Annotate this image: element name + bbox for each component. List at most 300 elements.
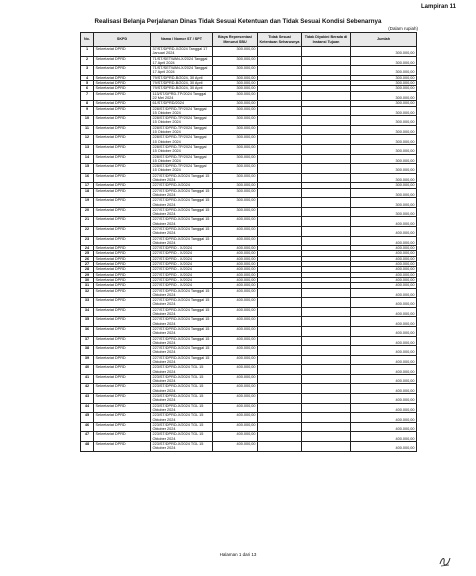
cell-biaya: 300.000,00	[213, 86, 258, 91]
cell-skpd: Sekretariat DPRD	[94, 125, 151, 135]
cell-biaya: 300.000,00	[213, 66, 258, 76]
table-row	[81, 317, 417, 327]
cell-st-spt: 227/ST/DPRD - X/2024	[151, 283, 213, 288]
cell-st-spt: 79/ST/DPRD-B/2024, 30 April	[151, 75, 213, 80]
col-header-jumlah: Jumlah	[351, 33, 417, 47]
cell-st-spt: 228/ST/DPRD-TP/2024 Tanggal 15 Oktober 2024	[151, 135, 213, 145]
table-row	[81, 236, 417, 246]
cell-no: 7	[81, 91, 94, 101]
cell-jumlah: 300.000,00	[351, 164, 417, 174]
cell-tidak-sesuai	[258, 217, 302, 227]
cell-jumlah: 400.000,00	[351, 262, 417, 267]
cell-tidak-diyakini	[302, 198, 351, 208]
cell-jumlah: 300.000,00	[351, 86, 417, 91]
cell-st-spt: 223/ST/DPRD-X/2024 TGL 15 Oktober 2024	[151, 403, 213, 413]
cell-biaya: 400.000,00	[213, 288, 258, 298]
cell-tidak-sesuai	[258, 164, 302, 174]
cell-jumlah: 400.000,00	[351, 374, 417, 384]
cell-no: 8	[81, 101, 94, 106]
table-row	[81, 144, 417, 154]
cell-st-spt: 227/ST/DPRD - X/2024	[151, 277, 213, 282]
table-row	[81, 442, 417, 452]
cell-biaya: 400.000,00	[213, 384, 258, 394]
cell-biaya: 400.000,00	[213, 403, 258, 413]
cell-tidak-diyakini	[302, 116, 351, 126]
cell-no: 13	[81, 144, 94, 154]
cell-no: 43	[81, 394, 94, 404]
cell-biaya: 400.000,00	[213, 365, 258, 375]
cell-jumlah: 400.000,00	[351, 365, 417, 375]
cell-skpd: Sekretariat DPRD	[94, 183, 151, 188]
cell-jumlah: 400.000,00	[351, 272, 417, 277]
cell-jumlah: 400.000,00	[351, 298, 417, 308]
cell-tidak-diyakini	[302, 432, 351, 442]
cell-skpd: Sekretariat DPRD	[94, 101, 151, 106]
page-number: Halaman 1 dari 13	[219, 552, 257, 557]
cell-skpd: Sekretariat DPRD	[94, 246, 151, 251]
cell-st-spt: 79/ST/DPRD-B/2024, 30 April	[151, 86, 213, 91]
cell-st-spt: 227/ST/DPRD-X/2024 Tanggal 15 Oktober 2024	[151, 346, 213, 356]
cell-st-spt: 223/ST/DPRD-X/2024 TGL 15 Oktober 2024	[151, 365, 213, 375]
table-row	[81, 125, 417, 135]
cell-tidak-diyakini	[302, 374, 351, 384]
cell-tidak-diyakini	[302, 365, 351, 375]
cell-skpd: Sekretariat DPRD	[94, 422, 151, 432]
cell-biaya: 400.000,00	[213, 283, 258, 288]
table-row	[81, 207, 417, 217]
table-row	[81, 365, 417, 375]
cell-no: 1	[81, 47, 94, 57]
cell-tidak-sesuai	[258, 288, 302, 298]
cell-skpd: Sekretariat DPRD	[94, 75, 151, 80]
cell-jumlah: 400.000,00	[351, 346, 417, 356]
cell-st-spt: 61/ST/DPRD/2024	[151, 101, 213, 106]
cell-st-spt: 71/ST/SETWAN-X/2024 Tanggal 17 April 2024	[151, 56, 213, 66]
table-row	[81, 432, 417, 442]
cell-skpd: Sekretariat DPRD	[94, 256, 151, 261]
cell-no: 19	[81, 198, 94, 208]
cell-biaya: 400.000,00	[213, 374, 258, 384]
cell-no: 38	[81, 346, 94, 356]
cell-jumlah: 400.000,00	[351, 251, 417, 256]
cell-tidak-diyakini	[302, 226, 351, 236]
cell-biaya: 400.000,00	[213, 394, 258, 404]
cell-tidak-diyakini	[302, 164, 351, 174]
cell-jumlah: 300.000,00	[351, 154, 417, 164]
cell-jumlah: 400.000,00	[351, 277, 417, 282]
cell-no: 39	[81, 355, 94, 365]
cell-jumlah: 400.000,00	[351, 246, 417, 251]
cell-skpd: Sekretariat DPRD	[94, 217, 151, 227]
cell-st-spt: 227/ST/DPRD-X/2024 Tanggal 15 Oktober 2024	[151, 226, 213, 236]
cell-skpd: Sekretariat DPRD	[94, 86, 151, 91]
table-row	[81, 307, 417, 317]
cell-skpd: Sekretariat DPRD	[94, 413, 151, 423]
cell-jumlah: 400.000,00	[351, 217, 417, 227]
cell-tidak-sesuai	[258, 413, 302, 423]
cell-tidak-diyakini	[302, 288, 351, 298]
cell-skpd: Sekretariat DPRD	[94, 91, 151, 101]
cell-tidak-sesuai	[258, 188, 302, 198]
col-header-st-spt: Nama / Nomor ST / SPT	[151, 33, 213, 47]
cell-jumlah: 300.000,00	[351, 81, 417, 86]
table-row	[81, 288, 417, 298]
cell-biaya: 300.000,00	[213, 173, 258, 183]
cell-biaya: 400.000,00	[213, 422, 258, 432]
currency-unit-note: (Dalam rupiah)	[388, 26, 418, 31]
cell-biaya: 300.000,00	[213, 75, 258, 80]
cell-no: 28	[81, 267, 94, 272]
cell-tidak-sesuai	[258, 374, 302, 384]
cell-tidak-sesuai	[258, 236, 302, 246]
table-row	[81, 56, 417, 66]
cell-tidak-diyakini	[302, 56, 351, 66]
cell-tidak-diyakini	[302, 125, 351, 135]
cell-no: 18	[81, 188, 94, 198]
cell-tidak-diyakini	[302, 298, 351, 308]
cell-jumlah: 400.000,00	[351, 432, 417, 442]
cell-biaya: 300.000,00	[213, 81, 258, 86]
cell-st-spt: 228/ST/DPRD-TP/2024 Tanggal 15 Oktober 2024	[151, 116, 213, 126]
cell-jumlah: 300.000,00	[351, 144, 417, 154]
cell-tidak-sesuai	[258, 173, 302, 183]
cell-st-spt: 113/ST/DPRD-TP/2024 Tanggal 22 Mei 2024	[151, 91, 213, 101]
cell-jumlah: 400.000,00	[351, 442, 417, 452]
cell-tidak-sesuai	[258, 226, 302, 236]
col-header-tidak-diyakini: Tidak Diyakini Berada di Instansi Tujuan	[302, 33, 351, 47]
cell-biaya: 300.000,00	[213, 154, 258, 164]
cell-no: 41	[81, 374, 94, 384]
cell-no: 14	[81, 154, 94, 164]
cell-jumlah: 400.000,00	[351, 355, 417, 365]
table-row	[81, 188, 417, 198]
cell-st-spt: 227/ST/DPRD - X/2024	[151, 262, 213, 267]
cell-no: 2	[81, 56, 94, 66]
cell-skpd: Sekretariat DPRD	[94, 116, 151, 126]
cell-no: 5	[81, 81, 94, 86]
cell-skpd: Sekretariat DPRD	[94, 432, 151, 442]
cell-no: 9	[81, 106, 94, 116]
cell-jumlah: 400.000,00	[351, 226, 417, 236]
cell-st-spt: 227/ST/DPRD - X/2024	[151, 272, 213, 277]
cell-no: 34	[81, 307, 94, 317]
cell-jumlah: 400.000,00	[351, 403, 417, 413]
cell-no: 40	[81, 365, 94, 375]
cell-tidak-diyakini	[302, 384, 351, 394]
cell-jumlah: 300.000,00	[351, 183, 417, 188]
cell-biaya: 400.000,00	[213, 267, 258, 272]
document-title: Realisasi Belanja Perjalanan Dinas Tidak Sesuai Ketentuan dan Tidak Sesuai Kondisi Sebenarnya	[94, 18, 382, 25]
cell-biaya: 400.000,00	[213, 236, 258, 246]
cell-skpd: Sekretariat DPRD	[94, 47, 151, 57]
cell-tidak-sesuai	[258, 317, 302, 327]
table-row	[81, 298, 417, 308]
table-row	[81, 66, 417, 76]
cell-tidak-diyakini	[302, 307, 351, 317]
cell-skpd: Sekretariat DPRD	[94, 251, 151, 256]
cell-st-spt: 227/ST/DPRD - X/2024	[151, 256, 213, 261]
cell-jumlah: 400.000,00	[351, 288, 417, 298]
cell-no: 26	[81, 256, 94, 261]
cell-jumlah: 300.000,00	[351, 125, 417, 135]
cell-st-spt: 227/ST/DPRD - X/2024	[151, 267, 213, 272]
cell-tidak-diyakini	[302, 236, 351, 246]
cell-jumlah: 400.000,00	[351, 394, 417, 404]
cell-st-spt: 227/ST/DPRD-X/2024 Tanggal 15 Oktober 2024	[151, 217, 213, 227]
cell-st-spt: 223/ST/DPRD-X/2024 TGL 15 Oktober 2024	[151, 413, 213, 423]
cell-tidak-sesuai	[258, 355, 302, 365]
cell-st-spt: 223/ST/DPRD-X/2024 TGL 15 Oktober 2024	[151, 384, 213, 394]
table-body	[81, 47, 417, 452]
cell-st-spt: 228/ST/DPRD-TP/2024 Tanggal 15 Oktober 2024	[151, 106, 213, 116]
cell-tidak-diyakini	[302, 336, 351, 346]
cell-biaya: 300.000,00	[213, 91, 258, 101]
cell-no: 15	[81, 164, 94, 174]
cell-biaya: 300.000,00	[213, 135, 258, 145]
table-row	[81, 47, 417, 57]
cell-st-spt: 228/ST/DPRD-TP/2024 Tanggal 15 Oktober 2024	[151, 154, 213, 164]
cell-tidak-diyakini	[302, 66, 351, 76]
cell-no: 10	[81, 116, 94, 126]
cell-skpd: Sekretariat DPRD	[94, 336, 151, 346]
cell-jumlah: 300.000,00	[351, 207, 417, 217]
table-row	[81, 91, 417, 101]
cell-biaya: 400.000,00	[213, 336, 258, 346]
cell-tidak-sesuai	[258, 403, 302, 413]
table-row	[81, 336, 417, 346]
cell-skpd: Sekretariat DPRD	[94, 277, 151, 282]
cell-skpd: Sekretariat DPRD	[94, 442, 151, 452]
cell-st-spt: 227/ST/DPRD-X/2024 Tanggal 15 Oktober 2024	[151, 307, 213, 317]
table-row	[81, 164, 417, 174]
cell-no: 48	[81, 442, 94, 452]
cell-jumlah: 300.000,00	[351, 116, 417, 126]
cell-biaya: 400.000,00	[213, 355, 258, 365]
cell-st-spt: 227/ST/DPRD-X/2024 Tanggal 15 Oktober 2024	[151, 355, 213, 365]
cell-skpd: Sekretariat DPRD	[94, 298, 151, 308]
cell-jumlah: 300.000,00	[351, 188, 417, 198]
cell-biaya: 300.000,00	[213, 125, 258, 135]
cell-tidak-sesuai	[258, 326, 302, 336]
cell-tidak-sesuai	[258, 144, 302, 154]
cell-tidak-sesuai	[258, 307, 302, 317]
table-row	[81, 413, 417, 423]
cell-st-spt: 227/ST/DPRD-X/2024	[151, 183, 213, 188]
table-row	[81, 403, 417, 413]
cell-tidak-sesuai	[258, 106, 302, 116]
table-row	[81, 217, 417, 227]
cell-no: 23	[81, 236, 94, 246]
cell-st-spt: 79/ST/DPRD-B/2024, 30 April	[151, 81, 213, 86]
cell-jumlah: 400.000,00	[351, 326, 417, 336]
cell-tidak-sesuai	[258, 66, 302, 76]
cell-no: 25	[81, 251, 94, 256]
cell-skpd: Sekretariat DPRD	[94, 394, 151, 404]
cell-no: 30	[81, 277, 94, 282]
table-row	[81, 384, 417, 394]
cell-skpd: Sekretariat DPRD	[94, 135, 151, 145]
cell-tidak-diyakini	[302, 173, 351, 183]
cell-st-spt: 223/ST/DPRD-X/2024 TGL 15 Oktober 2024	[151, 442, 213, 452]
cell-tidak-sesuai	[258, 336, 302, 346]
cell-jumlah: 400.000,00	[351, 336, 417, 346]
table-row	[81, 422, 417, 432]
cell-biaya: 400.000,00	[213, 277, 258, 282]
cell-tidak-sesuai	[258, 394, 302, 404]
cell-tidak-sesuai	[258, 91, 302, 101]
cell-no: 4	[81, 75, 94, 80]
col-header-skpd: SKPD	[94, 33, 151, 47]
cell-skpd: Sekretariat DPRD	[94, 188, 151, 198]
cell-tidak-diyakini	[302, 442, 351, 452]
cell-jumlah: 400.000,00	[351, 267, 417, 272]
cell-jumlah: 300.000,00	[351, 135, 417, 145]
cell-jumlah: 400.000,00	[351, 384, 417, 394]
cell-skpd: Sekretariat DPRD	[94, 307, 151, 317]
cell-skpd: Sekretariat DPRD	[94, 236, 151, 246]
table-row	[81, 116, 417, 126]
cell-skpd: Sekretariat DPRD	[94, 154, 151, 164]
cell-tidak-diyakini	[302, 326, 351, 336]
cell-tidak-sesuai	[258, 422, 302, 432]
cell-skpd: Sekretariat DPRD	[94, 403, 151, 413]
cell-skpd: Sekretariat DPRD	[94, 144, 151, 154]
cell-skpd: Sekretariat DPRD	[94, 267, 151, 272]
cell-tidak-diyakini	[302, 91, 351, 101]
table-row	[81, 394, 417, 404]
cell-tidak-sesuai	[258, 125, 302, 135]
table-row	[81, 355, 417, 365]
cell-biaya: 400.000,00	[213, 413, 258, 423]
cell-st-spt: 227/ST/DPRD-X/2024 Tanggal 15 Oktober 2024	[151, 298, 213, 308]
cell-tidak-diyakini	[302, 355, 351, 365]
cell-st-spt: 223/ST/DPRD-X/2024 TGL 15 Oktober 2024	[151, 422, 213, 432]
cell-biaya: 400.000,00	[213, 432, 258, 442]
cell-tidak-diyakini	[302, 106, 351, 116]
cell-tidak-diyakini	[302, 394, 351, 404]
cell-biaya: 300.000,00	[213, 198, 258, 208]
cell-no: 33	[81, 298, 94, 308]
cell-tidak-sesuai	[258, 47, 302, 57]
cell-no: 44	[81, 403, 94, 413]
cell-tidak-sesuai	[258, 116, 302, 126]
cell-no: 29	[81, 272, 94, 277]
cell-no: 21	[81, 217, 94, 227]
cell-skpd: Sekretariat DPRD	[94, 198, 151, 208]
cell-jumlah: 400.000,00	[351, 283, 417, 288]
cell-jumlah: 400.000,00	[351, 422, 417, 432]
cell-no: 27	[81, 262, 94, 267]
cell-skpd: Sekretariat DPRD	[94, 326, 151, 336]
cell-no: 17	[81, 183, 94, 188]
cell-st-spt: 227/ST/DPRD-X/2024 Tanggal 15 Oktober 2024	[151, 326, 213, 336]
cell-tidak-diyakini	[302, 217, 351, 227]
cell-skpd: Sekretariat DPRD	[94, 365, 151, 375]
col-header-biaya: Biaya Representasi Menurut SBU	[213, 33, 258, 47]
cell-jumlah: 300.000,00	[351, 101, 417, 106]
cell-skpd: Sekretariat DPRD	[94, 317, 151, 327]
table-row	[81, 154, 417, 164]
cell-no: 36	[81, 326, 94, 336]
cell-st-spt: 227/ST/DPRD-X/2024 Tanggal 15 Oktober 2024	[151, 188, 213, 198]
cell-biaya: 300.000,00	[213, 47, 258, 57]
cell-no: 3	[81, 66, 94, 76]
cell-st-spt: 227/ST/DPRD-X/2024 Tanggal 15 Oktober 2024	[151, 173, 213, 183]
cell-jumlah: 300.000,00	[351, 198, 417, 208]
cell-tidak-sesuai	[258, 154, 302, 164]
cell-jumlah: 400.000,00	[351, 307, 417, 317]
cell-tidak-sesuai	[258, 56, 302, 66]
cell-jumlah: 300.000,00	[351, 56, 417, 66]
cell-biaya: 400.000,00	[213, 217, 258, 227]
cell-biaya: 400.000,00	[213, 251, 258, 256]
cell-jumlah: 300.000,00	[351, 91, 417, 101]
cell-st-spt: 37/ST/DPRD-X/2024 Tanggal 17 Januari 2024	[151, 47, 213, 57]
cell-jumlah: 400.000,00	[351, 413, 417, 423]
cell-no: 46	[81, 422, 94, 432]
cell-tidak-sesuai	[258, 298, 302, 308]
cell-tidak-sesuai	[258, 432, 302, 442]
cell-skpd: Sekretariat DPRD	[94, 106, 151, 116]
cell-tidak-diyakini	[302, 346, 351, 356]
cell-tidak-diyakini	[302, 144, 351, 154]
col-header-tidak-sesuai: Tidak Sesuai Ketentuan Seharusnya	[258, 33, 302, 47]
cell-tidak-diyakini	[302, 188, 351, 198]
cell-skpd: Sekretariat DPRD	[94, 283, 151, 288]
cell-no: 42	[81, 384, 94, 394]
cell-biaya: 400.000,00	[213, 246, 258, 251]
cell-skpd: Sekretariat DPRD	[94, 355, 151, 365]
cell-biaya: 400.000,00	[213, 256, 258, 261]
cell-no: 20	[81, 207, 94, 217]
cell-tidak-sesuai	[258, 135, 302, 145]
cell-tidak-sesuai	[258, 346, 302, 356]
cell-jumlah: 300.000,00	[351, 66, 417, 76]
cell-tidak-diyakini	[302, 135, 351, 145]
cell-skpd: Sekretariat DPRD	[94, 346, 151, 356]
table-row	[81, 374, 417, 384]
cell-skpd: Sekretariat DPRD	[94, 81, 151, 86]
table-row	[81, 173, 417, 183]
expense-table	[80, 32, 417, 452]
cell-skpd: Sekretariat DPRD	[94, 173, 151, 183]
cell-st-spt: 228/ST/DPRD-TP/2024 Tanggal 15 Oktober 2024	[151, 164, 213, 174]
lampiran-label: Lampiran 11	[420, 4, 456, 10]
col-header-no: No.	[81, 33, 94, 47]
cell-skpd: Sekretariat DPRD	[94, 164, 151, 174]
cell-skpd: Sekretariat DPRD	[94, 262, 151, 267]
cell-biaya: 400.000,00	[213, 326, 258, 336]
table-header-row	[81, 33, 417, 47]
cell-biaya: 300.000,00	[213, 144, 258, 154]
cell-tidak-diyakini	[302, 47, 351, 57]
cell-biaya: 300.000,00	[213, 116, 258, 126]
cell-tidak-diyakini	[302, 207, 351, 217]
cell-st-spt: 227/ST/DPRD-X/2024 Tanggal 15 Oktober 2024	[151, 207, 213, 217]
cell-st-spt: 227/ST/DPRD-X/2024 Tanggal 15 Oktober 2024	[151, 198, 213, 208]
table-row	[81, 198, 417, 208]
cell-biaya: 300.000,00	[213, 56, 258, 66]
paraf-stamp	[438, 554, 452, 568]
cell-jumlah: 300.000,00	[351, 75, 417, 80]
cell-no: 16	[81, 173, 94, 183]
cell-no: 45	[81, 413, 94, 423]
cell-st-spt: 223/ST/DPRD-X/2024 TGL 15 Oktober 2024	[151, 394, 213, 404]
cell-biaya: 400.000,00	[213, 298, 258, 308]
cell-jumlah: 400.000,00	[351, 236, 417, 246]
cell-st-spt: 227/ST/DPRD-X/2024 Tanggal 15 Oktober 2024	[151, 336, 213, 346]
cell-skpd: Sekretariat DPRD	[94, 272, 151, 277]
